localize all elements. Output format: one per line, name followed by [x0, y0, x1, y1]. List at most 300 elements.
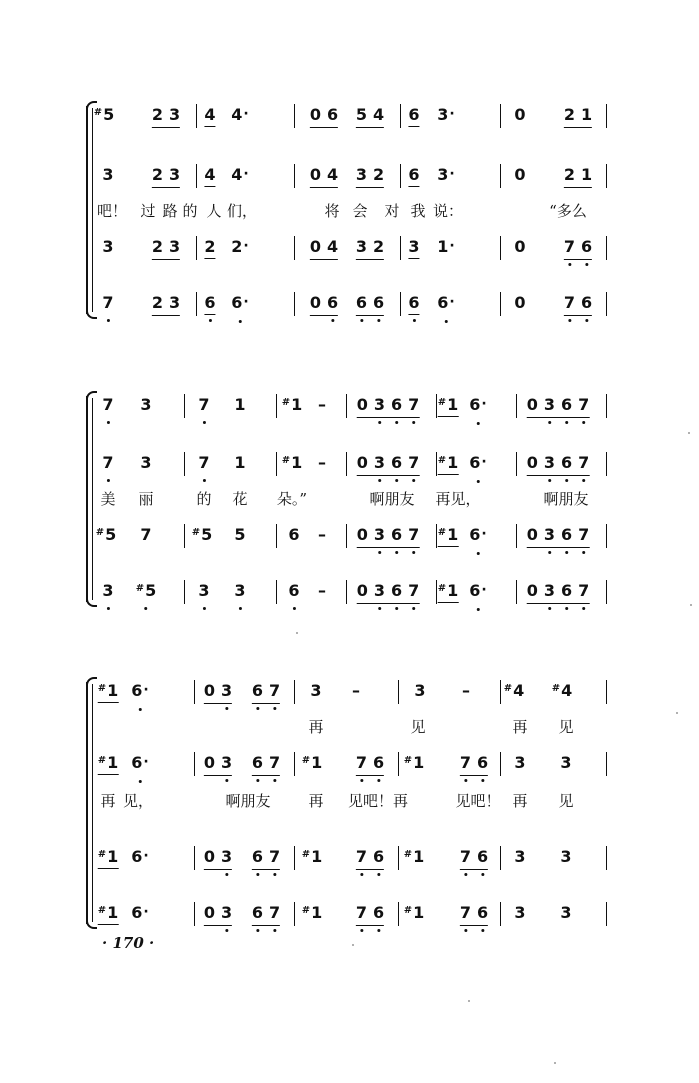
lyric-syllable: 我: [410, 202, 426, 220]
beamed-group: [527, 452, 590, 476]
scan-speck: [352, 944, 354, 946]
note-digit: 6: [251, 903, 263, 922]
beat: [152, 164, 180, 204]
bar-line: [346, 524, 347, 548]
lower-octave-dot: [548, 551, 551, 554]
beat: [204, 104, 215, 144]
note: [102, 452, 113, 474]
note-digit: 3: [514, 847, 526, 866]
beat: [356, 104, 384, 144]
note: [477, 846, 488, 868]
note-digit: 7: [408, 525, 420, 544]
note-digit: –: [318, 525, 326, 544]
bar-line: [346, 580, 347, 604]
sharp-sign: #: [301, 849, 311, 860]
note-digit: 3: [310, 681, 322, 700]
lower-octave-dot: [585, 263, 588, 266]
beamed-group: [357, 452, 420, 476]
beat: [302, 846, 323, 886]
beat: [357, 524, 420, 564]
note-digit: –: [318, 581, 326, 600]
beamed-group: [527, 580, 590, 604]
beat: [94, 104, 115, 144]
lower-octave-dot: [256, 779, 259, 782]
lyric-syllable: 再: [512, 718, 528, 736]
note-digit: 3: [543, 581, 555, 600]
bar-line: [500, 902, 501, 926]
note: [152, 104, 163, 126]
beat: [560, 846, 571, 886]
note: [231, 164, 248, 187]
note: [204, 292, 215, 315]
note-digit: 3: [355, 165, 367, 184]
note-digit: 3: [408, 237, 420, 256]
note-digit: 6: [581, 237, 593, 256]
sharp-sign: #: [551, 683, 561, 694]
beamed-group: [356, 104, 384, 128]
beamed-group: [252, 846, 280, 870]
lower-octave-dot: [377, 873, 380, 876]
note: [561, 524, 572, 546]
note: [581, 104, 592, 126]
note: [438, 452, 459, 475]
beat: [514, 902, 525, 942]
note-digit: 2: [373, 165, 385, 184]
lower-octave-dot: [582, 479, 585, 482]
lyric-syllable: 啊朋友: [369, 490, 415, 508]
note: [140, 394, 151, 416]
lyric-line: [0, 790, 699, 816]
note: [234, 452, 245, 474]
bar-line: [606, 580, 607, 604]
lyric-syllable: 见: [558, 718, 574, 736]
note-digit: 0: [356, 581, 368, 600]
note: [204, 104, 215, 127]
lower-octave-dot: [145, 607, 148, 610]
lower-octave-dot: [202, 607, 205, 610]
lower-octave-dot: [412, 421, 415, 424]
note-digit: 0: [309, 293, 321, 312]
sharp-sign: #: [437, 397, 447, 408]
note: [96, 524, 117, 546]
beamed-group: [564, 236, 592, 260]
note-digit: 0: [356, 453, 368, 472]
scan-speck: [296, 632, 298, 634]
beat: [357, 452, 420, 492]
note: [318, 524, 327, 546]
score-system: [0, 394, 699, 606]
note: [288, 524, 299, 546]
beat: [318, 524, 327, 564]
lower-octave-dot: [565, 551, 568, 554]
note-digit: 1: [437, 237, 449, 256]
augmentation-dot: ·: [243, 166, 249, 182]
note-digit: 7: [140, 525, 152, 544]
bar-line: [516, 524, 517, 548]
note: [469, 394, 486, 417]
sharp-sign: #: [301, 905, 311, 916]
note: [404, 902, 425, 924]
beat: [192, 524, 213, 564]
note: [374, 580, 385, 602]
bar-line: [294, 236, 295, 260]
note-digit: 6: [251, 847, 263, 866]
note-digit: 0: [514, 165, 526, 184]
beat: [140, 394, 151, 434]
note-digit: 3: [373, 453, 385, 472]
lower-octave-dot: [378, 479, 381, 482]
note-digit: 7: [198, 453, 210, 472]
note: [204, 846, 215, 868]
note-digit: 4: [561, 681, 573, 700]
note: [357, 524, 368, 546]
note: [560, 846, 571, 868]
lyric-syllable: 啊朋友: [225, 792, 271, 810]
beat: [462, 680, 471, 720]
bar-line: [294, 752, 295, 776]
lower-octave-dot: [412, 551, 415, 554]
note-digit: 0: [203, 847, 215, 866]
note-digit: 7: [578, 581, 590, 600]
lower-octave-dot: [464, 779, 467, 782]
note-digit: 0: [203, 753, 215, 772]
note-digit: 4: [373, 105, 385, 124]
lyric-syllable: 人: [206, 202, 222, 220]
sharp-sign: #: [437, 455, 447, 466]
note: [544, 524, 555, 546]
beamed-group: [356, 846, 384, 870]
scan-speck: [688, 432, 690, 434]
lower-octave-dot: [292, 607, 295, 610]
beat: [438, 580, 459, 620]
beat: [564, 236, 592, 276]
note-digit: 0: [203, 903, 215, 922]
note-digit: 7: [102, 395, 114, 414]
lower-octave-dot: [548, 479, 551, 482]
lower-octave-dot: [568, 319, 571, 322]
note: [373, 236, 384, 258]
note: [578, 394, 589, 416]
note-digit: 3: [560, 847, 572, 866]
beat: [131, 752, 148, 792]
beat: [469, 524, 486, 564]
beat: [469, 452, 486, 492]
note: [514, 292, 525, 314]
note: [544, 452, 555, 474]
bar-line: [276, 394, 277, 418]
note-digit: 0: [514, 105, 526, 124]
note-digit: 4: [513, 681, 525, 700]
note: [252, 752, 263, 774]
bar-line: [606, 680, 607, 704]
sharp-sign: #: [97, 755, 107, 766]
bar-line: [516, 580, 517, 604]
bar-line: [398, 846, 399, 870]
sharp-sign: #: [97, 849, 107, 860]
lower-octave-dot: [377, 929, 380, 932]
note-digit: 7: [355, 753, 367, 772]
note: [408, 524, 419, 546]
lower-octave-dot: [582, 607, 585, 610]
note-digit: 1: [447, 453, 459, 472]
note: [352, 680, 361, 702]
lower-octave-dot: [565, 479, 568, 482]
note: [437, 104, 454, 127]
note: [561, 452, 572, 474]
note: [462, 680, 471, 702]
note-digit: 0: [203, 681, 215, 700]
beat: [198, 394, 209, 434]
augmentation-dot: ·: [449, 166, 455, 182]
beat: [408, 236, 419, 276]
note-digit: 6: [251, 753, 263, 772]
note-digit: 6: [469, 453, 481, 472]
sharp-sign: #: [135, 583, 145, 594]
bar-line: [184, 394, 185, 418]
beamed-group: [357, 394, 420, 418]
note: [469, 580, 486, 603]
lower-octave-dot: [565, 421, 568, 424]
beat: [198, 452, 209, 492]
note: [288, 580, 299, 602]
bar-line: [294, 292, 295, 316]
beat: [136, 580, 157, 620]
beat: [404, 902, 425, 942]
note-digit: 1: [447, 581, 459, 600]
beat: [302, 752, 323, 792]
lower-octave-dot: [445, 320, 448, 323]
beamed-group: [204, 680, 232, 704]
beat: [356, 236, 384, 276]
note-digit: 6: [231, 293, 243, 312]
note: [437, 292, 454, 315]
beat: [514, 846, 525, 886]
beamed-group: [310, 236, 338, 260]
note-digit: 2: [231, 237, 243, 256]
note-digit: 3: [102, 165, 114, 184]
beat: [408, 292, 419, 332]
lower-octave-dot: [106, 607, 109, 610]
note-digit: 3: [543, 525, 555, 544]
note: [408, 104, 419, 127]
beamed-group: [152, 164, 180, 188]
lower-octave-dot: [225, 779, 228, 782]
note: [269, 752, 280, 774]
lower-octave-dot: [378, 607, 381, 610]
note-digit: 3: [543, 395, 555, 414]
lower-octave-dot: [256, 707, 259, 710]
note-digit: 6: [408, 293, 420, 312]
lyric-syllable: 见: [558, 792, 574, 810]
note: [282, 452, 303, 474]
note-digit: 5: [355, 105, 367, 124]
beat: [96, 524, 117, 564]
note: [140, 524, 151, 546]
beat: [560, 752, 571, 792]
beat: [234, 524, 245, 564]
bar-line: [398, 752, 399, 776]
bar-line: [184, 452, 185, 476]
note: [564, 292, 575, 314]
note-digit: 6: [327, 293, 339, 312]
bar-line: [606, 846, 607, 870]
beat: [204, 680, 232, 720]
bar-line: [276, 580, 277, 604]
note-digit: 3: [169, 237, 181, 256]
beamed-group: [356, 236, 384, 260]
note-digit: 6: [355, 293, 367, 312]
bar-line: [400, 164, 401, 188]
note-digit: 7: [102, 293, 114, 312]
bar-line: [398, 680, 399, 704]
lyric-syllable: “多么: [549, 202, 587, 220]
note-digit: –: [318, 453, 326, 472]
note-digit: 6: [204, 293, 216, 312]
note-digit: 4: [204, 105, 216, 124]
augmentation-dot: ·: [449, 106, 455, 122]
note: [231, 104, 248, 127]
note: [438, 524, 459, 547]
bar-line: [346, 394, 347, 418]
note-digit: 3: [169, 293, 181, 312]
note: [544, 580, 555, 602]
beat: [102, 164, 113, 204]
note-digit: 4: [327, 237, 339, 256]
note-digit: 0: [526, 525, 538, 544]
note: [269, 846, 280, 868]
beamed-group: [252, 752, 280, 776]
note: [469, 524, 486, 547]
lyric-syllable: 吧！: [96, 202, 128, 220]
lower-octave-dot: [360, 929, 363, 932]
note: [169, 236, 180, 258]
note: [408, 452, 419, 474]
lower-octave-dot: [395, 551, 398, 554]
augmentation-dot: ·: [143, 848, 149, 864]
note: [404, 752, 425, 774]
notation-line: [0, 752, 699, 792]
beat: [356, 292, 384, 332]
beat: [318, 580, 327, 620]
note-digit: 4: [231, 105, 243, 124]
note: [169, 104, 180, 126]
lower-octave-dot: [273, 779, 276, 782]
note: [578, 452, 589, 474]
beat: [527, 394, 590, 434]
lower-octave-dot: [395, 607, 398, 610]
lower-octave-dot: [477, 422, 480, 425]
note-digit: 6: [327, 105, 339, 124]
beat: [98, 752, 119, 792]
note-digit: 1: [581, 165, 593, 184]
beat: [438, 394, 459, 434]
note: [373, 164, 384, 186]
note-digit: 3: [355, 237, 367, 256]
augmentation-dot: ·: [481, 526, 487, 542]
note: [318, 452, 327, 474]
note: [477, 752, 488, 774]
beat: [288, 524, 299, 564]
lyric-syllable: 花: [232, 490, 248, 508]
note: [404, 846, 425, 868]
note: [327, 292, 338, 314]
note-digit: –: [352, 681, 360, 700]
lower-octave-dot: [238, 607, 241, 610]
note-digit: 7: [563, 237, 575, 256]
lower-octave-dot: [582, 551, 585, 554]
note-digit: 3: [221, 903, 233, 922]
note: [318, 394, 327, 416]
beat: [514, 236, 525, 276]
lower-octave-dot: [256, 929, 259, 932]
beat: [437, 236, 454, 276]
note-digit: 6: [131, 847, 143, 866]
bar-line: [184, 580, 185, 604]
note-digit: 7: [459, 753, 471, 772]
score-system: [0, 680, 699, 928]
augmentation-dot: ·: [143, 682, 149, 698]
note: [140, 452, 151, 474]
lower-octave-dot: [477, 480, 480, 483]
bar-line: [400, 236, 401, 260]
note: [437, 236, 454, 259]
note: [198, 452, 209, 474]
beat: [404, 752, 425, 792]
beat: [204, 846, 232, 886]
note-digit: 4: [231, 165, 243, 184]
note: [234, 394, 245, 416]
note: [408, 292, 419, 315]
lyric-line: [0, 488, 699, 514]
note: [357, 394, 368, 416]
note-digit: 0: [526, 581, 538, 600]
note-digit: 7: [459, 903, 471, 922]
lower-octave-dot: [273, 929, 276, 932]
note: [391, 452, 402, 474]
beamed-group: [356, 164, 384, 188]
beat: [318, 452, 327, 492]
augmentation-dot: ·: [243, 238, 249, 254]
beamed-group: [357, 580, 420, 604]
note: [391, 394, 402, 416]
note-digit: 0: [526, 453, 538, 472]
bar-line: [606, 752, 607, 776]
note: [198, 394, 209, 416]
scan-speck: [468, 1000, 470, 1002]
bar-line: [500, 752, 501, 776]
note-digit: 3: [140, 395, 152, 414]
note: [102, 164, 113, 186]
bar-line: [196, 164, 197, 188]
beamed-group: [356, 752, 384, 776]
beat: [408, 164, 419, 204]
scan-speck: [554, 1062, 556, 1064]
note: [221, 902, 232, 924]
note-digit: 3: [221, 681, 233, 700]
note-digit: 6: [373, 903, 385, 922]
note: [527, 524, 538, 546]
bar-line: [346, 452, 347, 476]
note: [231, 292, 248, 315]
note-digit: 6: [408, 105, 420, 124]
note-digit: 1: [311, 753, 323, 772]
lower-octave-dot: [377, 319, 380, 322]
beat: [302, 902, 323, 942]
note-digit: 3: [437, 105, 449, 124]
note-digit: 6: [391, 453, 403, 472]
bar-line: [194, 846, 195, 870]
note-digit: 7: [408, 581, 420, 600]
